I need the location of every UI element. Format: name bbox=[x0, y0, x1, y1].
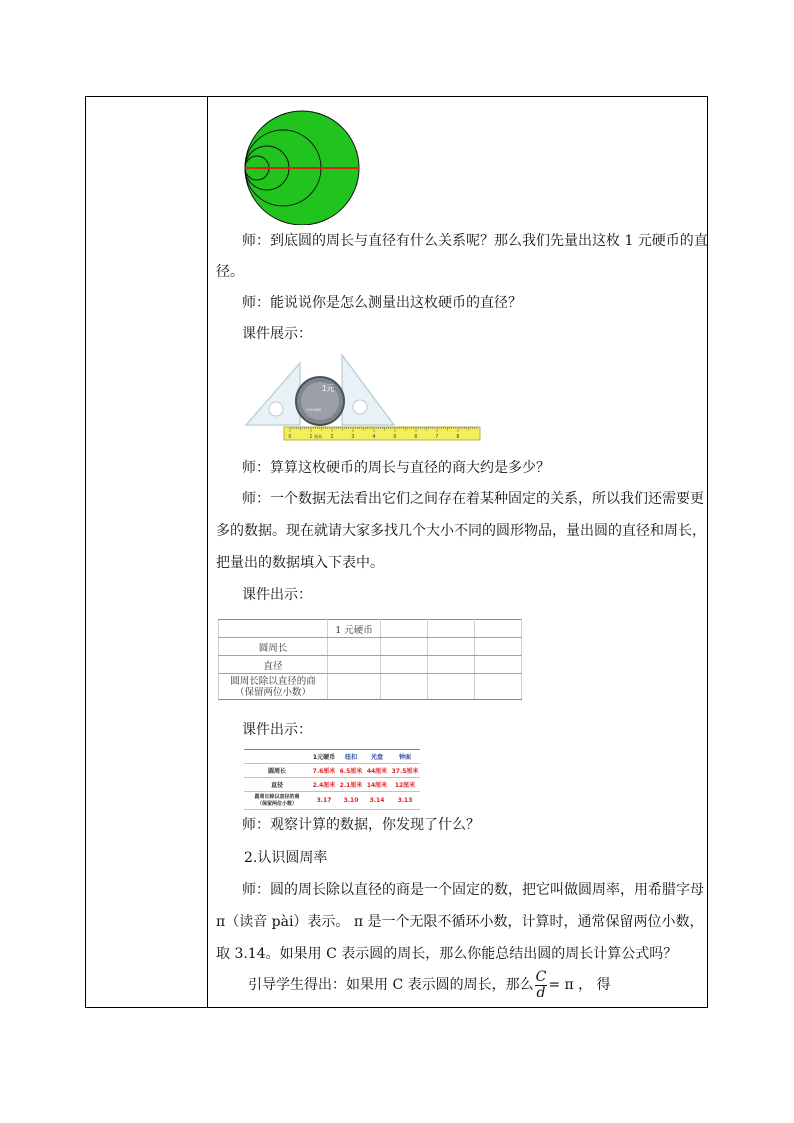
line-11 bbox=[248, 969, 611, 1001]
table1-cell bbox=[381, 674, 428, 700]
table1-cell bbox=[219, 620, 328, 638]
coin-label: 1元 bbox=[322, 384, 335, 393]
ruler-svg bbox=[244, 351, 484, 447]
left-square-hole bbox=[269, 402, 283, 416]
table1-cell bbox=[428, 656, 475, 674]
line-1b: 径。 bbox=[216, 264, 244, 280]
table2-cell: 2.1厘米 bbox=[338, 778, 364, 792]
circles-svg bbox=[241, 105, 371, 225]
table2-cell: 2.4厘米 bbox=[310, 778, 338, 792]
line-5a: 师：一个数据无法看出它们之间存在着某种固定的关系，所以我们还需要更 bbox=[242, 491, 704, 507]
table-row bbox=[244, 792, 420, 810]
line-2: 师：能说说你是怎么测量出这枚硬币的直径？ bbox=[242, 295, 522, 311]
table2-cell: 钟面 bbox=[390, 750, 420, 764]
table2-cell: 3.14 bbox=[364, 792, 390, 810]
lesson-table-frame bbox=[85, 96, 708, 1008]
line-5c: 把量出的数据填入下表中。 bbox=[216, 555, 384, 571]
ruler-number: 1 bbox=[309, 434, 313, 440]
line-5b: 多的数据。现在就请大家多找几个大小不同的圆形物品，量出圆的直径和周长， bbox=[216, 523, 706, 539]
line-4: 师：算算这枚硬币的周长与直径的商大约是多少？ bbox=[242, 460, 550, 476]
table1-cell: 圆周长 bbox=[219, 638, 328, 656]
right-set-square bbox=[342, 355, 394, 425]
ruler-number: 6 bbox=[414, 434, 418, 440]
fraction-numerator: C bbox=[535, 968, 547, 985]
table1-header-row bbox=[219, 620, 522, 638]
line-3: 课件展示： bbox=[242, 326, 312, 342]
table1-cell bbox=[428, 620, 475, 638]
ruler-number: 3 bbox=[351, 434, 355, 440]
table1-cell: 1 元硬币 bbox=[328, 620, 381, 638]
ruler-unit: 厘米 bbox=[314, 434, 322, 439]
ruler-number: 2 bbox=[330, 434, 334, 440]
table2-cell: 14厘米 bbox=[364, 778, 390, 792]
table-row bbox=[219, 638, 522, 656]
table1-cell bbox=[475, 674, 522, 700]
ruler-number: 4 bbox=[372, 434, 376, 440]
table1-cell bbox=[328, 674, 381, 700]
line-9: 2.认识圆周率 bbox=[244, 850, 328, 866]
table1-cell bbox=[381, 620, 428, 638]
table1-cell bbox=[328, 656, 381, 674]
table1-cell bbox=[475, 638, 522, 656]
line-8: 师：观察计算的数据，你发现了什么？ bbox=[242, 817, 480, 833]
line-6: 课件出示： bbox=[242, 587, 312, 603]
table2-cell: 7.6厘米 bbox=[310, 764, 338, 778]
line-10a: 师：圆的周长除以直径的商是一个固定的数，把它叫做圆周率，用希腊字母 bbox=[242, 882, 704, 898]
ruler-figure bbox=[244, 351, 484, 451]
circles-figure bbox=[241, 105, 371, 229]
table2-cell: 光盘 bbox=[364, 750, 390, 764]
table2-cell: 3.10 bbox=[338, 792, 364, 810]
table1-cell bbox=[428, 638, 475, 656]
line-11-tail: = π ， 得 bbox=[548, 977, 611, 993]
table-row bbox=[219, 674, 522, 700]
table2-cell: 圆周长 bbox=[244, 764, 310, 778]
table1-cell: 直径 bbox=[219, 656, 328, 674]
ruler-number: 5 bbox=[393, 434, 397, 440]
table1-cell bbox=[475, 620, 522, 638]
table2-header-row bbox=[244, 750, 420, 764]
table2-cell: 直径 bbox=[244, 778, 310, 792]
table2-cell bbox=[244, 750, 310, 764]
line-10c: 取 3.14。如果用 C 表示圆的周长，那么你能总结出圆的周长计算公式吗？ bbox=[216, 946, 678, 962]
ruler-number: 7 bbox=[435, 434, 439, 440]
c-over-d-fraction bbox=[535, 970, 548, 1001]
table2-cell: 圆周长除以直径的商 （保留两位小数） bbox=[244, 792, 310, 810]
table-row bbox=[244, 778, 420, 792]
table2-cell: 纽扣 bbox=[338, 750, 364, 764]
table1-cell bbox=[381, 656, 428, 674]
table2-cell: 6.5厘米 bbox=[338, 764, 364, 778]
table1-cell bbox=[475, 656, 522, 674]
right-square-hole bbox=[353, 400, 367, 414]
ruler-number: 8 bbox=[456, 434, 460, 440]
table1-cell: 圆周长除以直径的商 （保留两位小数） bbox=[219, 674, 328, 700]
empty-data-table bbox=[218, 619, 522, 700]
column-divider bbox=[207, 97, 208, 1007]
line-7: 课件出示： bbox=[242, 722, 312, 738]
table-row bbox=[219, 656, 522, 674]
table2-cell: 3.13 bbox=[390, 792, 420, 810]
table1-cell bbox=[381, 638, 428, 656]
ruler-number: 0 bbox=[288, 434, 292, 440]
table1-cell bbox=[428, 674, 475, 700]
filled-data-table bbox=[244, 749, 420, 810]
table2-cell: 37.5厘米 bbox=[390, 764, 420, 778]
fraction-denominator: d bbox=[536, 984, 546, 1001]
line-1: 师：到底圆的周长与直径有什么关系呢？那么我们先量出这枚 1 元硬币的直 bbox=[242, 233, 708, 249]
table-row bbox=[244, 764, 420, 778]
table2-cell: 1元硬币 bbox=[310, 750, 338, 764]
line-11-lead: 引导学生得出：如果用 C 表示圆的周长，那么 bbox=[248, 977, 534, 993]
coin-sub: YIYUAN bbox=[306, 407, 321, 412]
table1-cell bbox=[328, 638, 381, 656]
table2-cell: 12厘米 bbox=[390, 778, 420, 792]
table2-cell: 3.17 bbox=[310, 792, 338, 810]
line-10b: π（读音 pài）表示。 π 是一个无限不循环小数，计算时，通常保留两位小数， bbox=[216, 914, 704, 930]
table2-cell: 44厘米 bbox=[364, 764, 390, 778]
